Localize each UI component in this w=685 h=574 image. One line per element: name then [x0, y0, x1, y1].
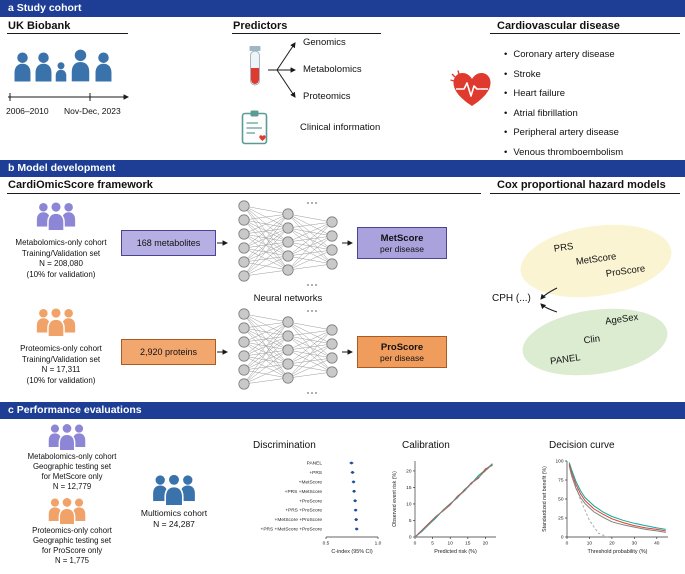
predictor-proteomics-label: Proteomics: [303, 91, 351, 102]
list-item: • Peripheral artery disease: [504, 127, 619, 138]
list-item: • Venous thromboembolism: [504, 146, 624, 158]
svg-text:C-index (95% CI): C-index (95% CI): [331, 549, 373, 555]
proteomics-cohort-icon: [34, 306, 78, 336]
svg-text:Observed event risk (%): Observed event risk (%): [392, 471, 398, 527]
proteomics-cohort-caption: Proteomics-only cohort Training/Validation set N = 17,311 (10% for validation): [20, 344, 102, 385]
predictor-genomics-label: Genomics: [303, 37, 346, 48]
cph-arrows: [505, 250, 575, 350]
proscore-output-box: ProScore per disease: [357, 336, 447, 368]
svg-text:Predicted risk (%): Predicted risk (%): [434, 549, 477, 555]
proteins-input-box: 2,920 proteins: [121, 339, 216, 365]
panel-c-header: c Performance evaluations: [0, 402, 685, 419]
flow-arrow: [217, 239, 233, 247]
predictor-branch-arrows: [268, 38, 300, 102]
panel-a-header: a Study cohort: [0, 0, 685, 17]
list-item: • Stroke: [504, 68, 541, 80]
svg-text:10: 10: [586, 541, 593, 547]
svg-text:Threshold probability (%): Threshold probability (%): [587, 549, 648, 555]
svg-text:10: 10: [406, 502, 412, 508]
multiomics-cohort-icon: [150, 472, 198, 505]
divider: [7, 193, 481, 194]
metscore-output-box: MetScore per disease: [357, 227, 447, 259]
svg-text:15: 15: [406, 486, 412, 492]
neural-network-pro: [234, 306, 342, 398]
calibration-title: Calibration: [402, 440, 450, 451]
svg-text:+MetScore: +MetScore: [298, 480, 322, 486]
met-test-cohort-icon: [46, 422, 88, 450]
svg-text:+MetScore +ProScore: +MetScore +ProScore: [274, 518, 322, 524]
svg-text:50: 50: [558, 497, 564, 503]
blood-tube-icon: [243, 44, 267, 90]
svg-text:0: 0: [560, 535, 564, 541]
divider: [490, 193, 680, 194]
list-item: • Heart failure: [504, 88, 566, 99]
svg-text:40: 40: [654, 541, 660, 547]
predictor-metabolomics-label: Metabolomics: [303, 64, 362, 75]
decision-curve-plot: [538, 453, 676, 569]
cvd-title: Cardiovascular disease: [497, 20, 620, 32]
clinical-information-label: Clinical information: [300, 122, 381, 133]
heart-ecg-icon: [450, 70, 494, 110]
panel-label: PANEL: [549, 352, 582, 368]
discrimination-title: Discrimination: [253, 440, 316, 451]
clin-label: Clin: [582, 333, 601, 347]
svg-text:+PRS +ProScore: +PRS +ProScore: [285, 508, 322, 514]
prs-label: PRS: [553, 241, 575, 255]
timeline-axis: [6, 92, 138, 104]
svg-text:+ProScore: +ProScore: [299, 499, 322, 505]
proscore-label: ProScore: [605, 263, 646, 280]
svg-text:0: 0: [413, 541, 417, 547]
bullet: •: [504, 146, 508, 158]
svg-text:25: 25: [558, 516, 564, 522]
met-test-caption: Metabolomics-only cohort Geographic testing set for MetScore only N = 12,779: [27, 452, 117, 491]
svg-text:30: 30: [631, 541, 638, 547]
svg-text:10: 10: [447, 541, 453, 547]
svg-text:0.5: 0.5: [322, 541, 330, 547]
bullet: •: [504, 88, 508, 99]
family-icon: [10, 40, 130, 88]
svg-text:1.0: 1.0: [374, 541, 382, 547]
divider: [7, 33, 128, 34]
svg-text:Standardized net benefit (%): Standardized net benefit (%): [542, 466, 548, 532]
neural-networks-label: Neural networks: [253, 293, 323, 304]
svg-text:20: 20: [406, 469, 412, 475]
decision-curve-title: Decision curve: [549, 440, 615, 451]
svg-text:15: 15: [465, 541, 471, 547]
predictors-title: Predictors: [233, 20, 288, 32]
pro-test-caption: Proteomics-only cohort Geographic testing set for ProScore only N = 1,775: [32, 526, 112, 565]
bullet: •: [504, 127, 508, 138]
list-item: • Coronary artery disease: [504, 49, 615, 60]
metscore-label: MetScore: [575, 251, 618, 268]
flow-arrow: [342, 348, 358, 356]
svg-text:0: 0: [408, 535, 412, 541]
clinical-clipboard-icon: [240, 110, 270, 146]
discrimination-forest-plot: [240, 453, 386, 569]
svg-text:0: 0: [565, 541, 569, 547]
flow-arrow: [217, 348, 233, 356]
panel-b-header: b Model development: [0, 160, 685, 177]
metabolites-input-box: 168 metabolites: [121, 230, 216, 256]
divider: [490, 33, 680, 34]
cox-title: Cox proportional hazard models: [497, 179, 666, 191]
svg-text:5: 5: [408, 519, 412, 525]
svg-text:100: 100: [555, 459, 564, 465]
uk-biobank-title: UK Biobank: [8, 20, 71, 32]
svg-text:+PRS: +PRS: [309, 471, 322, 477]
calibration-plot: [388, 453, 504, 569]
bullet: •: [504, 68, 508, 80]
svg-text:20: 20: [482, 541, 489, 547]
bullet: •: [504, 107, 508, 119]
list-item: • Atrial fibrillation: [504, 107, 578, 119]
framework-title: CardiOmicScore framework: [8, 179, 153, 191]
divider: [232, 33, 381, 34]
timeline-start-label: 2006–2010: [6, 106, 49, 116]
svg-text:20: 20: [609, 541, 615, 547]
svg-text:+PRS +MetScore +ProScore: +PRS +MetScore +ProScore: [260, 527, 322, 533]
metabolomics-cohort-caption: Metabolomics-only cohort Training/Validation set N = 208,080 (10% for validation): [15, 238, 107, 279]
flow-arrow: [342, 239, 358, 247]
agesex-label: AgeSex: [604, 311, 640, 328]
cvd-list: [504, 45, 623, 162]
svg-text:PANEL: PANEL: [306, 461, 322, 467]
pro-test-cohort-icon: [46, 496, 88, 524]
svg-text:75: 75: [558, 478, 564, 484]
svg-text:+PRS +MetScore: +PRS +MetScore: [284, 489, 322, 495]
cph-label: CPH (...): [492, 293, 531, 304]
svg-text:5: 5: [431, 541, 434, 547]
metabolomics-cohort-icon: [34, 200, 78, 230]
multiomics-caption: Multiomics cohort N = 24,287: [140, 508, 208, 529]
timeline-end-label: Nov-Dec, 2023: [64, 106, 121, 116]
neural-network-met: [234, 198, 342, 290]
bullet: •: [504, 49, 508, 60]
